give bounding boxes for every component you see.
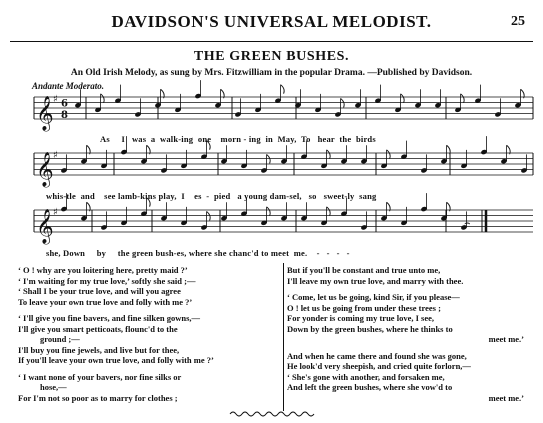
treble-clef-icon: 𝄞 — [36, 96, 54, 131]
verse-line: ‘ Shall I be your true love, and will you agree — [18, 286, 181, 296]
verse-line: If you'll leave your own true love, and folly with me ?’ — [18, 355, 214, 365]
lyric-line-3: she, Down by the green bush-es, where she chanc'd to meet me. - - - - — [46, 248, 350, 258]
verse-line: ‘ I want none of your bavers, nor fine silks or — [18, 371, 182, 382]
verse-line: I'll leave my own true love, and marry with thee. — [287, 275, 464, 286]
note-flag — [341, 98, 345, 107]
treble-clef-icon: 𝄞 — [36, 209, 54, 244]
verse-line: hose,— — [40, 382, 67, 392]
column-divider — [283, 263, 284, 411]
page-number: 25 — [511, 14, 525, 29]
lyric-line-1: As I was a walk-ing one morn - ing in May, To hear the birds — [100, 134, 376, 144]
note-flag — [387, 150, 391, 159]
verse-line: For yonder is coming my true love, I see, — [287, 313, 434, 323]
note-flag — [281, 85, 285, 94]
note-flag — [327, 150, 331, 159]
note-flag — [461, 94, 465, 103]
treble-clef-icon: 𝄞 — [36, 152, 54, 187]
book-title: DAVIDSON'S UNIVERSAL MELODIST. — [111, 12, 432, 31]
verse-line: He look'd very sheepish, and cried quite forlorn,— — [287, 361, 471, 371]
verse-line: To leave your own true love and folly with me ?’ — [18, 296, 193, 307]
verse-line: And when he came there and found she was gone, — [287, 350, 467, 361]
verse-line: O ! let us be going from under these trees ; — [287, 302, 441, 313]
note-flag — [267, 154, 271, 163]
note-flag — [101, 94, 105, 103]
note-flag — [401, 94, 405, 103]
verse-line: Down by the green bushes, where he thinks to — [287, 323, 453, 334]
ornament-divider — [228, 410, 318, 418]
verse-line: ‘ She's gone with another, and forsaken me, — [287, 371, 445, 382]
note-flag — [327, 207, 331, 216]
verse-line: I'll buy you fine jewels, and live but for thee, — [18, 344, 180, 355]
sharp-icon: ♯ — [53, 150, 58, 161]
time-signature-bottom: 8 — [61, 110, 68, 121]
verse-column-left — [18, 265, 280, 403]
verse-line: And left the green bushes, where she vow'd to — [287, 382, 453, 392]
verse-line: For I'm not so poor as to marry for clothes ; — [18, 392, 178, 403]
time-signature-top: 6 — [61, 98, 68, 110]
tempo-marking: Andante Moderato. — [32, 81, 105, 91]
sharp-icon: ♯ — [53, 207, 58, 218]
song-title: THE GREEN BUSHES. — [193, 49, 350, 64]
note-flag — [207, 211, 211, 220]
verse-line: ‘ I'll give you fine bavers, and fine silken gowns,— — [18, 313, 201, 323]
verse-line: ‘ O ! why are you loitering here, pretty maid ?’ — [18, 265, 188, 275]
song-subtitle: An Old Irish Melody, as sung by Mrs. Fitzwilliam in the popular Drama. —Published by Davidson. — [70, 68, 473, 78]
verse-line: ‘ Come, let us be going, kind Sir, if you please— — [287, 292, 460, 302]
verse-line: But if you'll be constant and true unto me, — [287, 265, 441, 275]
verse-line: meet me.’ — [488, 392, 524, 403]
verse-column-right — [287, 265, 532, 403]
fermata-icon: ⌢ — [464, 218, 471, 229]
sharp-icon: ♯ — [53, 94, 58, 105]
verse-line: I'll give you smart petticoats, flounc'd to the — [18, 323, 178, 334]
verse-line: meet me.’ — [488, 334, 524, 344]
verse-line: ‘ I'm waiting for my true love,’ softly she said ;— — [18, 275, 196, 286]
music-staves — [34, 80, 533, 245]
lyric-line-2: whis-tle and see lamb-kins play, I es - pied a young dam-sel, so sweet-ly sang — [46, 191, 377, 201]
note-flag — [267, 207, 271, 216]
verse-line: ground ;— — [40, 334, 80, 344]
